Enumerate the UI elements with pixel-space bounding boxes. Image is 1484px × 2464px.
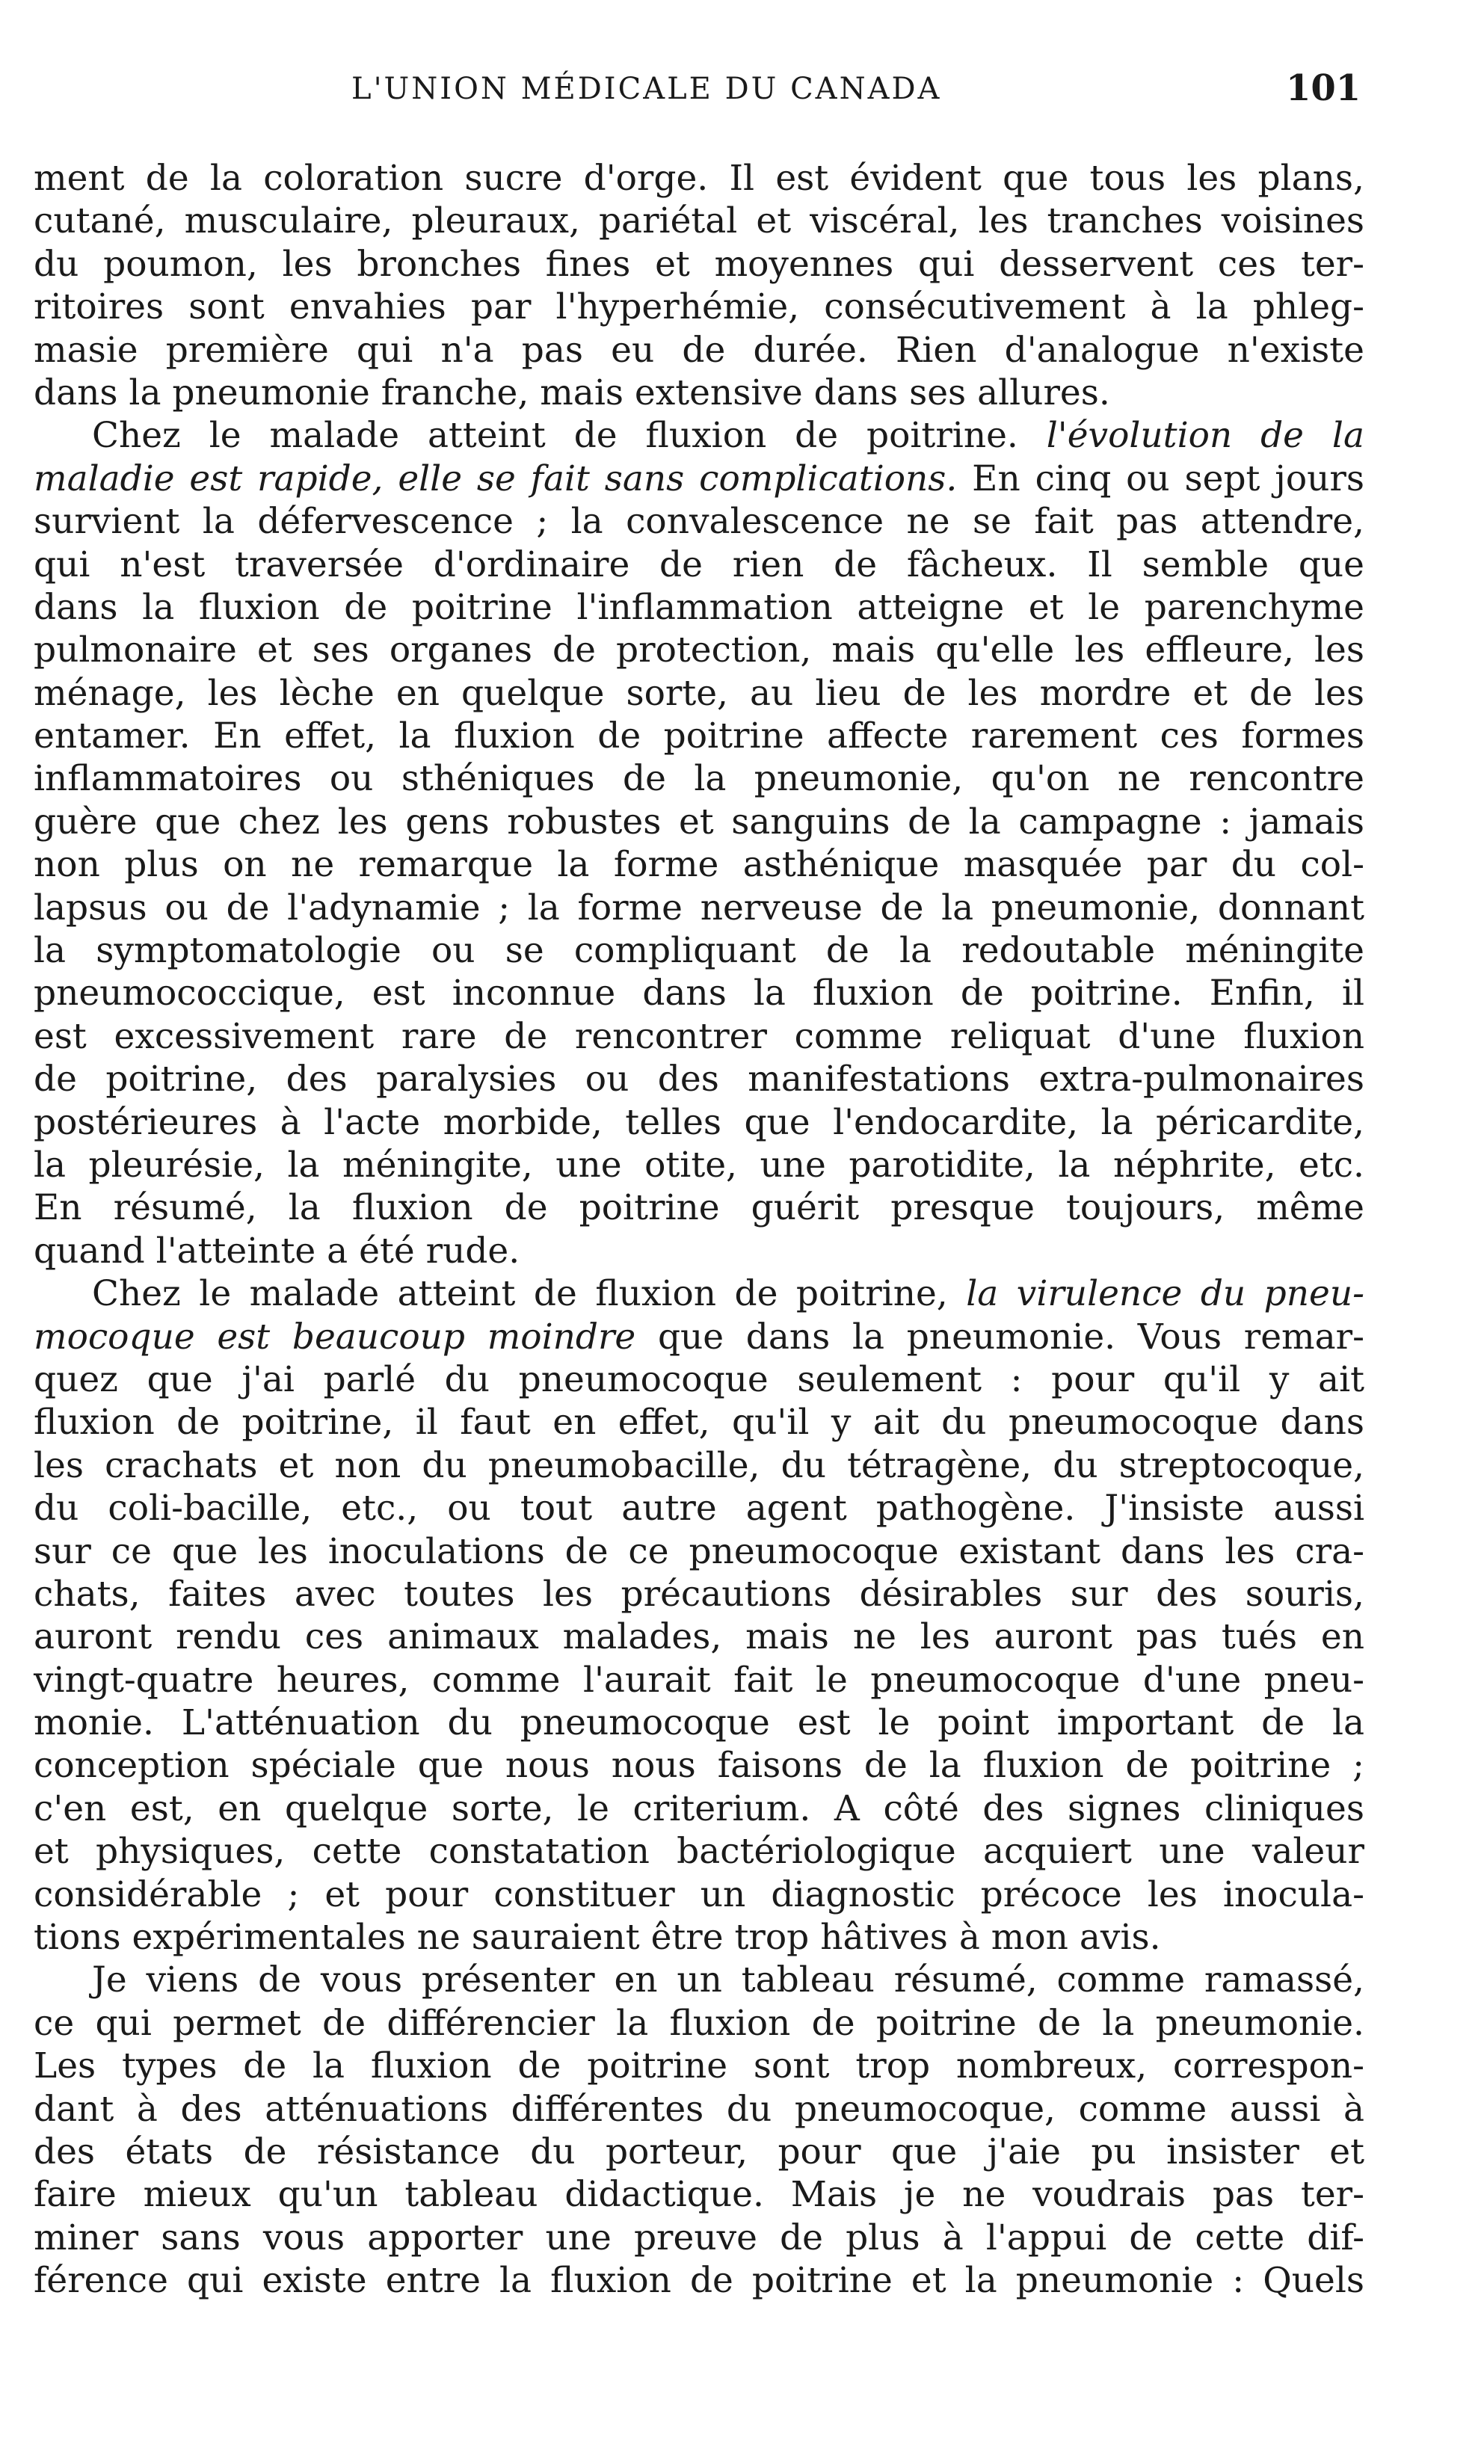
text-line: vingt-quatre heures, comme l'aurait fait le pneumocoque d'une pneu-: [34, 1659, 1364, 1701]
line-text: Chez le malade atteint de fluxion de poitrine.: [92, 415, 1047, 457]
text-line: du poumon, les bronches fines et moyennes qui desservent ces ter-: [34, 243, 1364, 285]
text-line: dant à des atténuations différentes du pneumocoque, comme aussi à: [34, 2088, 1364, 2130]
line-text: que dans la pneumonie. Vous remar-: [635, 1316, 1364, 1358]
text-line: [34, 1272, 1364, 1315]
text-line: férence qui existe entre la fluxion de poitrine et la pneumonie : Quels: [34, 2260, 1364, 2302]
text-line: ménage, les lèche en quelque sorte, au lieu de les mordre et de les: [34, 672, 1364, 714]
running-head: [0, 67, 1484, 124]
text-line: de poitrine, des paralysies ou des manifestations extra-pulmonaires: [34, 1059, 1364, 1100]
text-line: masie première qui n'a pas eu de durée. Rien d'analogue n'existe: [34, 329, 1364, 371]
text-line: ment de la coloration sucre d'orge. Il est évident que tous les plans,: [34, 158, 1364, 199]
italic-text: l'évolution de la: [1046, 415, 1364, 457]
text-line: survient la défervescence ; la convalescence ne se fait pas attendre,: [34, 501, 1364, 543]
text-line: cutané, musculaire, pleuraux, pariétal et viscéral, les tranches voisines: [34, 200, 1364, 242]
journal-title: L'UNION MÉDICALE DU CANADA: [351, 72, 942, 106]
text-line: lapsus ou de l'adynamie ; la forme nerveuse de la pneumonie, donnant: [34, 887, 1364, 928]
text-line: c'en est, en quelque sorte, le criterium. A côté des signes cliniques: [34, 1787, 1364, 1829]
text-line: Je viens de vous présenter en un tableau résumé, comme ramassé,: [92, 1959, 1364, 2001]
italic-text: mocoque est beaucoup moindre: [34, 1316, 636, 1358]
text-line: qui n'est traversée d'ordinaire de rien de fâcheux. Il semble que: [34, 543, 1364, 585]
text-line: chats, faites avec toutes les précautions désirables sur des souris,: [34, 1573, 1364, 1615]
text-line: auront rendu ces animaux malades, mais ne les auront pas tués en: [34, 1616, 1364, 1658]
text-line: monie. L'atténuation du pneumocoque est le point important de la: [34, 1702, 1364, 1744]
text-line: pulmonaire et ses organes de protection, mais qu'elle les effleure, les: [34, 629, 1364, 671]
text-line: quez que j'ai parlé du pneumocoque seulement : pour qu'il y ait: [34, 1358, 1364, 1400]
text-line: dans la fluxion de poitrine l'inflammation atteigne et le parenchyme: [34, 586, 1364, 628]
text-line: postérieures à l'acte morbide, telles que l'endocardite, la péricardite,: [34, 1101, 1364, 1143]
text-line: dans la pneumonie franche, mais extensive dans ses allures.: [34, 372, 1110, 413]
text-line: Les types de la fluxion de poitrine sont trop nombreux, correspon-: [34, 2045, 1364, 2087]
text-line: la pleurésie, la méningite, une otite, une parotidite, la néphrite, etc.: [34, 1144, 1364, 1186]
text-line: inflammatoires ou sthéniques de la pneumonie, qu'on ne rencontre: [34, 758, 1364, 800]
text-line: quand l'atteinte a été rude.: [34, 1230, 520, 1272]
text-line: [34, 458, 1364, 500]
text-line: non plus on ne remarque la forme asthénique masquée par du col-: [34, 844, 1364, 886]
text-line: sur ce que les inoculations de ce pneumocoque existant dans les cra-: [34, 1530, 1364, 1572]
text-line: conception spéciale que nous nous faisons de la fluxion de poitrine ;: [34, 1745, 1364, 1787]
text-line: et physiques, cette constatation bactériologique acquiert une valeur: [34, 1831, 1364, 1873]
text-line: faire mieux qu'un tableau didactique. Mais je ne voudrais pas ter-: [34, 2174, 1364, 2216]
italic-text: la virulence du pneu-: [966, 1273, 1364, 1315]
text-line: est excessivement rare de rencontrer comme reliquat d'une fluxion: [34, 1015, 1364, 1057]
text-line: tions expérimentales ne sauraient être trop hâtives à mon avis.: [34, 1917, 1161, 1959]
text-line: des états de résistance du porteur, pour que j'aie pu insister et: [34, 2131, 1364, 2172]
text-line: pneumococcique, est inconnue dans la fluxion de poitrine. Enfin, il: [34, 973, 1364, 1014]
line-text: Chez le malade atteint de fluxion de poitrine,: [92, 1273, 967, 1315]
text-line: En résumé, la fluxion de poitrine guérit presque toujours, même: [34, 1187, 1364, 1229]
text-line: miner sans vous apporter une preuve de plus à l'appui de cette dif-: [34, 2217, 1364, 2258]
text-line: les crachats et non du pneumobacille, du tétragène, du streptocoque,: [34, 1444, 1364, 1486]
text-line: [34, 414, 1364, 457]
text-body: [34, 157, 1364, 2303]
italic-text: maladie est rapide, elle se fait sans complications.: [34, 458, 958, 499]
text-line: guère que chez les gens robustes et sanguins de la campagne : jamais: [34, 801, 1364, 843]
page-number: 101: [1286, 67, 1361, 109]
text-line: considérable ; et pour constituer un diagnostic précoce les inocula-: [34, 1873, 1364, 1915]
text-line: [34, 1316, 1364, 1358]
text-line: ce qui permet de différencier la fluxion de poitrine de la pneumonie.: [34, 2002, 1364, 2044]
text-line: fluxion de poitrine, il faut en effet, qu'il y ait du pneumocoque dans: [34, 1402, 1364, 1444]
text-line: ritoires sont envahies par l'hyperhémie, consécutivement à la phleg-: [34, 286, 1364, 328]
text-line: du coli-bacille, etc., ou tout autre agent pathogène. J'insiste aussi: [34, 1488, 1364, 1530]
text-line: la symptomatologie ou se compliquant de la redoutable méningite: [34, 930, 1364, 972]
line-text: En cinq ou sept jours: [957, 458, 1364, 499]
text-line: entamer. En effet, la fluxion de poitrine affecte rarement ces formes: [34, 715, 1364, 757]
